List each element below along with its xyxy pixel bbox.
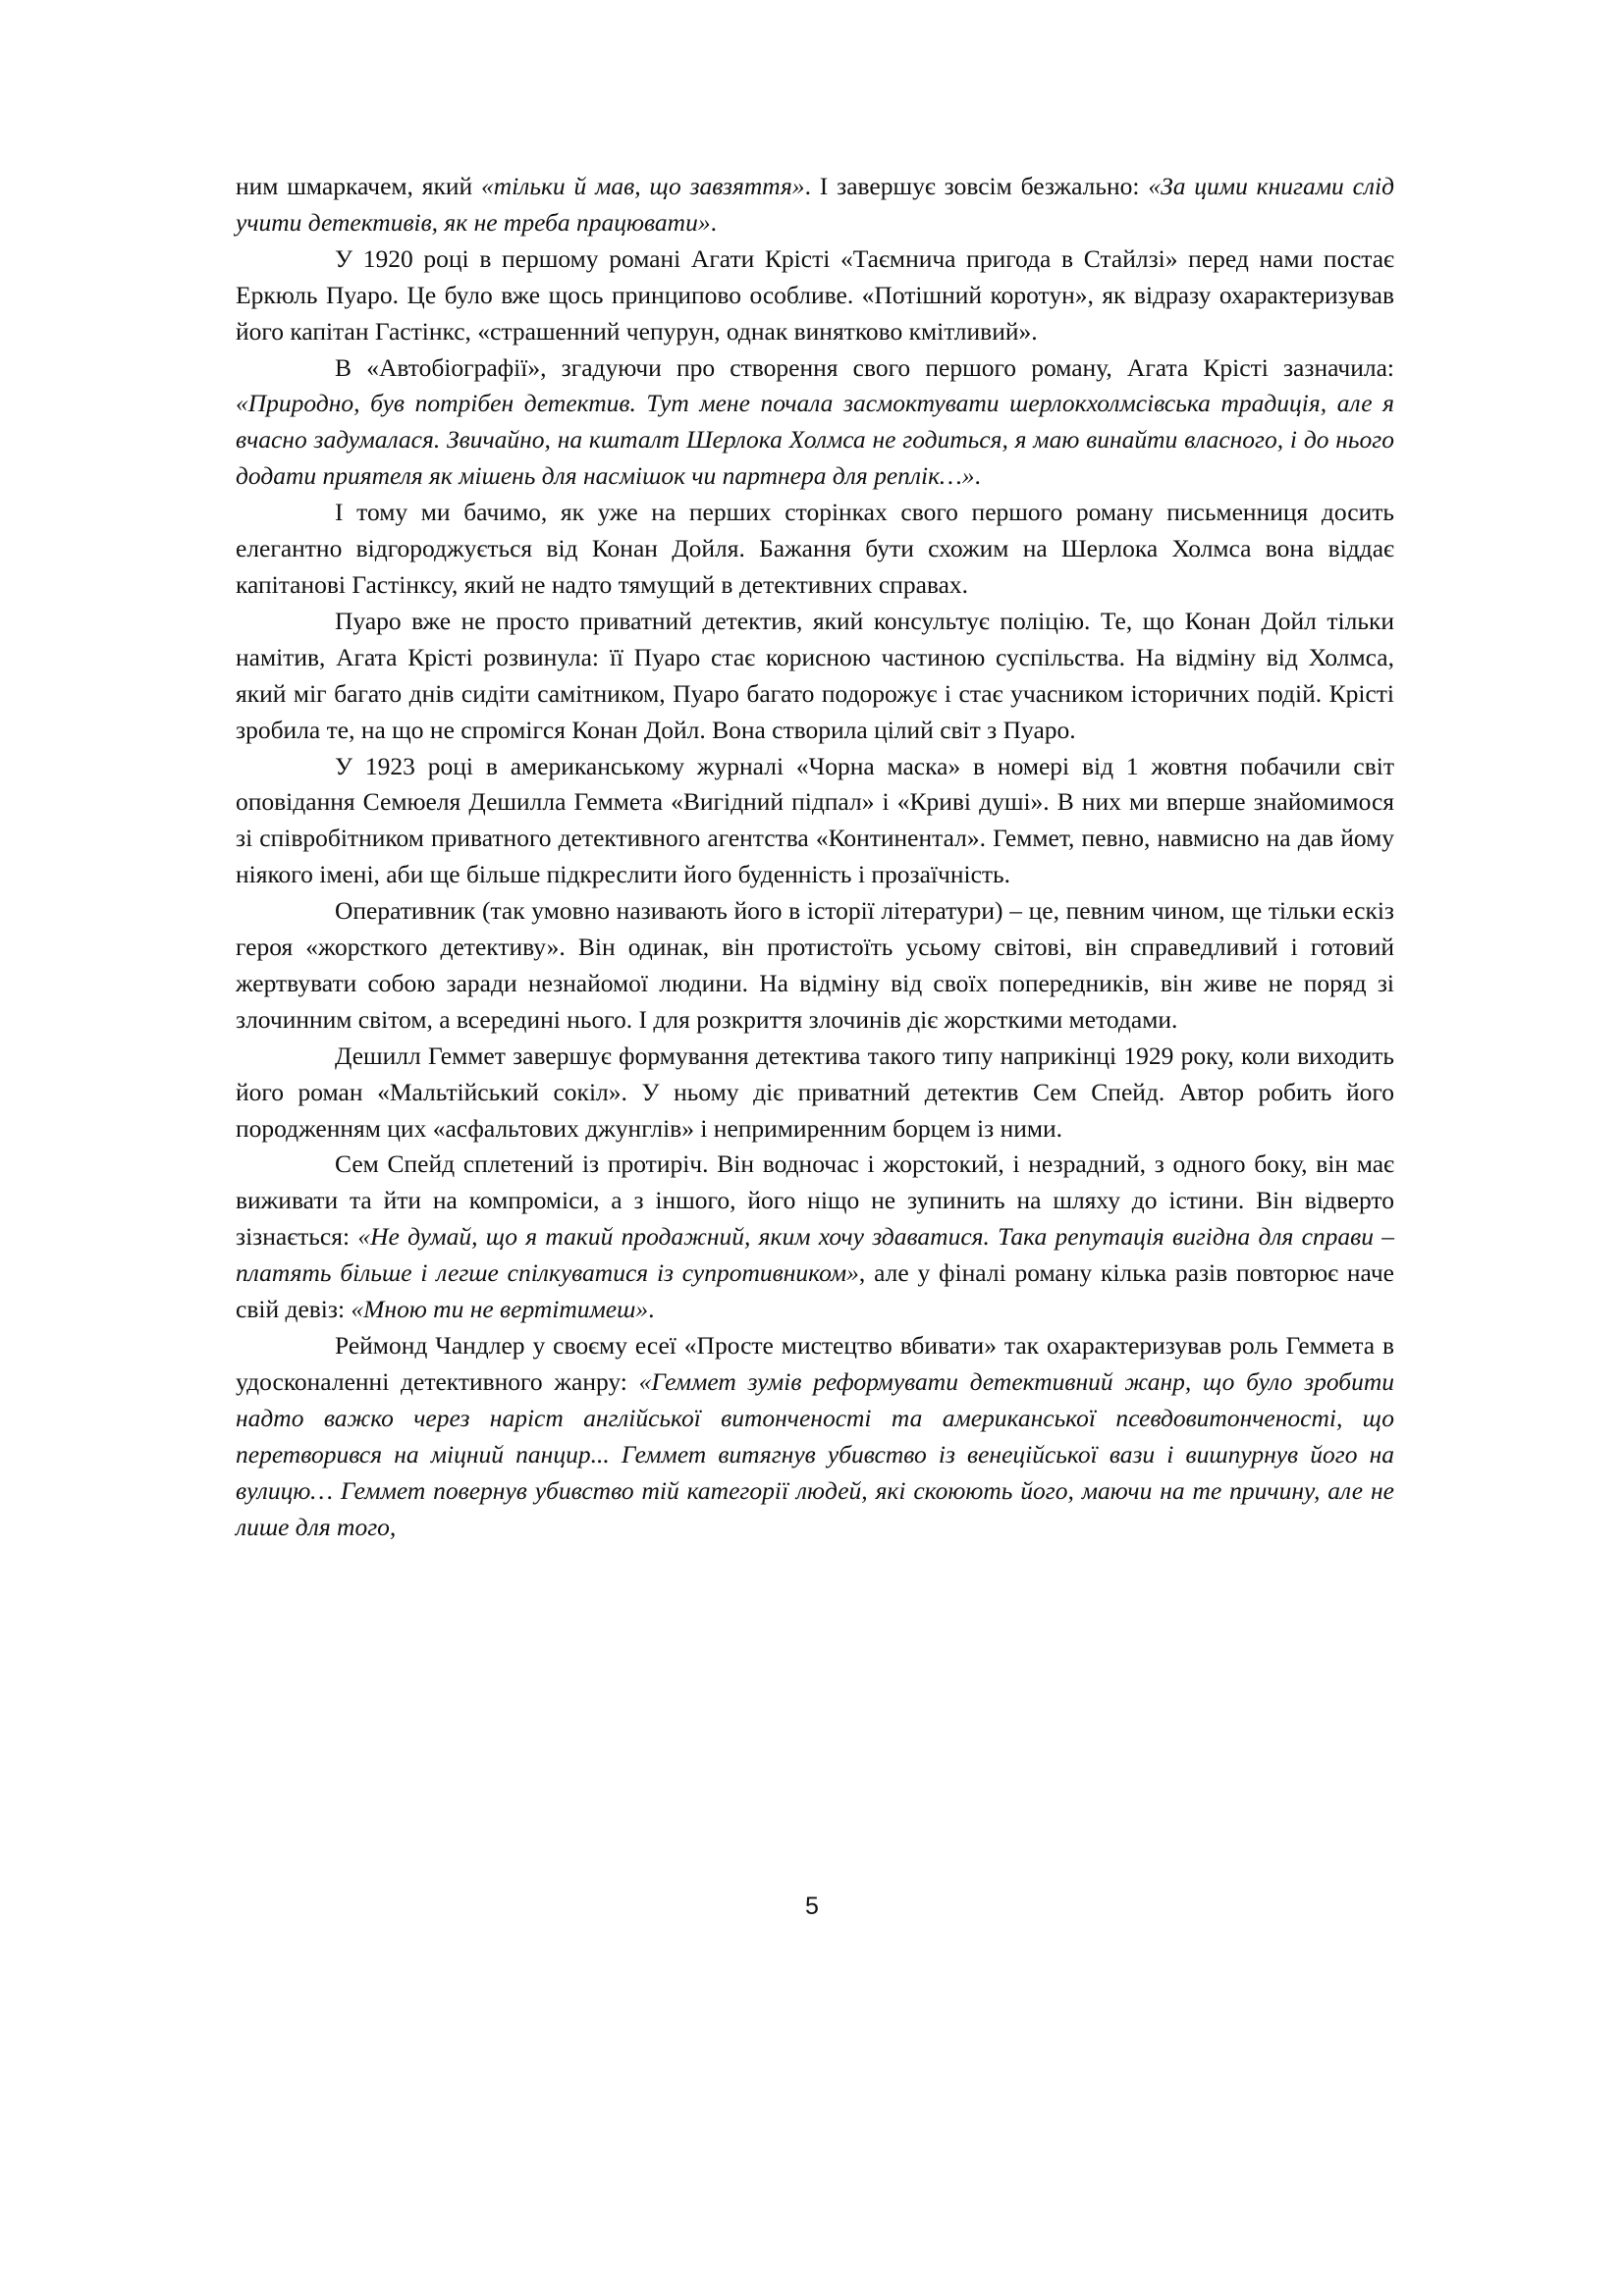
quotation-text: «Геммет зумів реформувати детективний жанр, що було зробити надто важко через наріст англійської витонченості та американської псевдовитонченості, що перетворився на міцний панцир... Геммет витягнув убивство із венеційської вази і вишпурнув його на вулицю… Геммет повернув убивство тій категорії людей, які скоюють його, маючи на те причину, але не лише для того, xyxy=(236,1366,1394,1541)
paragraph-text: . xyxy=(974,461,981,491)
paragraph xyxy=(236,1328,1394,1545)
page-number: 5 xyxy=(805,1893,819,1920)
paragraph xyxy=(236,169,1394,241)
paragraph-text: . І завершує зовсім безжально: xyxy=(804,172,1149,200)
paragraph-text: Оперативник (так умовно називають його в історії літератури) – це, певним чином, ще тільки ескіз героя «жорсткого детективу». Він одинак, він протистоїть усьому світові, він справедливий і готовий жертвувати собою заради незнайомої людини. На відміну від своїх попередників, він живе не поряд зі злочинним світом, а всередині нього. І для розкриття злочинів діє жорсткими методами. xyxy=(236,896,1394,1034)
paragraph xyxy=(236,1039,1394,1148)
paragraph-text: ним шмаркачем, який xyxy=(236,172,482,200)
paragraph-text: Сем Спейд сплетений із протиріч. Він водночас і жорстокий, і незрадний, з одного боку, він має виживати та йти на компроміси, а з іншого, його ніщо не зупинить на шляху до істини. Він відверто зізнається: xyxy=(236,1149,1394,1252)
paragraph-text: . xyxy=(648,1295,655,1324)
paragraph-text: І тому ми бачимо, як уже на перших сторінках свого першого роману письменниця досить елегантно відгороджується від Конан Дойля. Бажання бути схожим на Шерлока Холмса вона віддає капітанові Гастінксу, який не надто тямущий в детективних справах. xyxy=(236,498,1394,599)
paragraph xyxy=(236,604,1394,749)
paragraph-text: , але у фіналі роману кілька разів повторює наче свій девіз: xyxy=(236,1258,1394,1324)
paragraph-text: У 1920 році в першому романі Агати Крісті «Таємнича пригода в Стайлзі» перед нами постає Еркюль Пуаро. Це було вже щось принципово особливе. «Потішний коротун», як відразу охарактеризував його капітан Гастінкс, «страшенний чепурун, однак винятково кмітливий». xyxy=(236,243,1394,346)
paragraph xyxy=(236,495,1394,604)
paragraph xyxy=(236,893,1394,1039)
paragraph xyxy=(236,1147,1394,1328)
quotation-text: «За цими книгами слід учити детективів, як не треба працювати» xyxy=(236,172,1394,237)
paragraph-text: Дешилл Геммет завершує формування детектива такого типу наприкінці 1929 року, коли виходить його роман «Мальтійський сокіл». У ньому діє приватний детектив Сем Спейд. Автор робить його породженням цих «асфальтових джунглів» і непримиренним борцем із ними. xyxy=(236,1041,1394,1143)
quotation-text: «Не думай, що я такий продажний, яким хочу здаватися. Така репутація вигідна для справи – платять більше і легше спілкуватися із супротивником» xyxy=(236,1222,1394,1288)
paragraph-text: Реймонд Чандлер у своєму есеї «Просте мистецтво вбивати» так охарактеризував роль Геммета в удосконаленні детективного жанру: xyxy=(236,1331,1394,1396)
quotation-text: «Природно, був потрібен детектив. Тут мене почала засмоктувати шерлокхолмсівська традиція, але я вчасно задумалася. Звичайно, на кшталт Шерлока Холмса не годиться, я маю винайти власного, і до нього додати приятеля як мішень для насмішок чи партнера для реплік…» xyxy=(236,389,1394,491)
paragraph-text: У 1923 році в американському журналі «Чорна маска» в номері від 1 жовтня побачили світ оповідання Семюеля Дешилла Геммета «Вигідний підпал» і «Криві душі». В них ми вперше знайомимося зі співробітником приватного детективного агентства «Континентал». Геммет, певно, навмисно на дав йому ніякого імені, аби ще більше підкреслити його буденність і прозаїчність. xyxy=(236,751,1394,889)
paragraph xyxy=(236,749,1394,894)
paragraph-text: В «Автобіографії», згадуючи про створення свого першого роману, Агата Крісті зазначила: xyxy=(335,352,1394,382)
paragraph xyxy=(236,350,1394,496)
page-body xyxy=(236,169,1394,1545)
paragraph xyxy=(236,241,1394,350)
quotation-text: «тільки й мав, що завзяття» xyxy=(481,172,805,200)
paragraph-text: . xyxy=(710,207,717,237)
paragraph-text: Пуаро вже не просто приватний детектив, який консультує поліцію. Те, що Конан Дойл тільки намітив, Агата Крісті розвинула: її Пуаро стає корисною частиною суспільства. На відміну від Холмса, який міг багато днів сидіти самітником, Пуаро багато подорожує і стає учасником історичних подій. Крісті зробила те, на що не спромігся Конан Дойл. Вона створила цілий світ з Пуаро. xyxy=(236,606,1394,744)
quotation-text: «Мною ти не вертітимеш» xyxy=(351,1295,649,1324)
